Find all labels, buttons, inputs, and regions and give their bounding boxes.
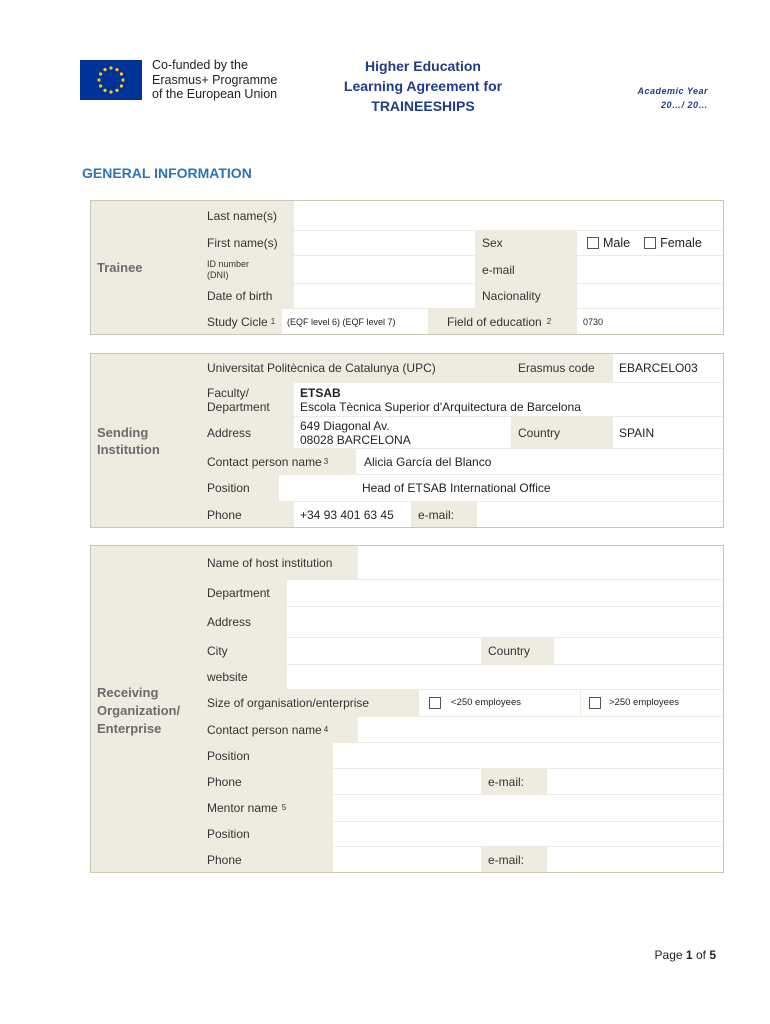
first-name-field[interactable] xyxy=(294,231,475,255)
sending-section-title xyxy=(97,424,160,458)
title-line: TRAINEESHIPS xyxy=(371,98,475,114)
sending-title-line: Sending xyxy=(97,425,149,440)
address-label: Address xyxy=(201,417,293,448)
size-option-small xyxy=(419,690,580,716)
title-line: Higher Education xyxy=(365,58,481,74)
size-large-checkbox[interactable] xyxy=(589,697,601,709)
host-name-field[interactable] xyxy=(358,546,723,579)
sending-title-line: Institution xyxy=(97,442,160,457)
field-of-education-sup: 2 xyxy=(546,316,552,326)
contact-person-label xyxy=(201,449,355,474)
faculty-label-line: Faculty/ xyxy=(207,385,250,400)
mentor-position-label: Position xyxy=(201,822,332,846)
page-total: 5 xyxy=(709,948,716,962)
sending-email-label: e-mail: xyxy=(412,502,476,527)
institution-name: Universitat Politècnica de Catalunya (UPC) xyxy=(201,354,511,382)
female-label: Female xyxy=(660,236,702,250)
sex-options xyxy=(577,231,723,255)
last-name-label: Last name(s) xyxy=(201,201,293,230)
country-value[interactable]: SPAIN xyxy=(613,417,723,448)
mentor-name-field[interactable] xyxy=(333,795,723,821)
sex-label: Sex xyxy=(476,231,576,255)
size-large-label: >250 employees xyxy=(609,697,679,708)
receiving-title-line: Receiving xyxy=(97,685,159,700)
erasmus-code-value[interactable]: EBARCELO03 xyxy=(613,354,723,382)
nationality-label: Nacionality xyxy=(476,284,576,308)
faculty-value[interactable] xyxy=(294,383,723,416)
academic-year xyxy=(600,84,708,112)
phone-value[interactable]: +34 93 401 63 45 xyxy=(294,502,411,527)
mentor-name-text: Mentor name xyxy=(207,801,278,815)
receiving-phone-field[interactable] xyxy=(333,769,481,794)
mentor-email-field[interactable] xyxy=(547,847,723,872)
eu-funding-text xyxy=(152,58,277,102)
dob-label: Date of birth xyxy=(201,284,293,308)
department-label: Department xyxy=(201,580,286,606)
female-checkbox[interactable] xyxy=(644,237,656,249)
male-checkbox[interactable] xyxy=(587,237,599,249)
receiving-contact-sup: 4 xyxy=(323,724,329,734)
mentor-phone-field[interactable] xyxy=(333,847,481,872)
erasmus-code-label: Erasmus code xyxy=(512,354,612,382)
title-line: Learning Agreement for xyxy=(343,78,503,94)
address-line: 08028 BARCELONA xyxy=(300,432,411,447)
study-cycle-text: Study Cicle xyxy=(207,314,268,329)
receiving-address-label: Address xyxy=(201,607,286,637)
academic-year-value: 20…/ 20… xyxy=(660,100,708,110)
faculty-label-line: Department xyxy=(207,399,270,414)
id-number-field[interactable] xyxy=(294,256,475,283)
page-prefix: Page xyxy=(654,948,683,962)
department-field[interactable] xyxy=(287,580,723,606)
nationality-field[interactable] xyxy=(577,284,723,308)
page-of: of xyxy=(695,948,706,962)
first-name-label: First name(s) xyxy=(201,231,293,255)
last-name-field[interactable] xyxy=(294,201,723,230)
mentor-name-label xyxy=(201,795,332,821)
mentor-position-field[interactable] xyxy=(333,822,723,846)
page-number xyxy=(620,948,716,962)
size-option-large xyxy=(581,690,723,716)
receiving-email-field[interactable] xyxy=(547,769,723,794)
size-small-checkbox[interactable] xyxy=(429,697,441,709)
position-value[interactable]: Head of ETSAB International Office xyxy=(279,475,723,501)
receiving-position-field[interactable] xyxy=(333,743,723,768)
receiving-section-title xyxy=(97,684,180,738)
academic-year-label: Academic Year xyxy=(637,86,708,96)
study-cycle-field[interactable]: (EQF level 6) (EQF level 7) xyxy=(282,309,428,334)
mentor-phone-label: Phone xyxy=(201,847,332,872)
mentor-name-sup: 5 xyxy=(281,803,287,812)
id-number-label xyxy=(201,256,293,283)
page-current: 1 xyxy=(685,948,693,962)
field-of-education-text: Field of education xyxy=(447,314,542,329)
eu-text-line: of the European Union xyxy=(152,87,278,101)
receiving-country-field[interactable] xyxy=(554,638,723,664)
receiving-contact-field[interactable] xyxy=(358,717,723,742)
faculty-value-full: Escola Tècnica Superior d'Arquitectura de Barcelona xyxy=(300,399,581,414)
eu-stars-icon xyxy=(80,60,142,100)
website-label: website xyxy=(201,665,286,689)
id-label-line: (DNI) xyxy=(207,269,229,280)
field-of-education-label xyxy=(429,309,576,334)
host-name-label: Name of host institution xyxy=(201,546,357,579)
city-label: City xyxy=(201,638,286,664)
receiving-contact-label xyxy=(201,717,357,742)
sending-email-field[interactable] xyxy=(477,502,723,527)
position-label: Position xyxy=(201,475,278,501)
address-line: 649 Diagonal Av. xyxy=(300,418,390,433)
mentor-email-label: e-mail: xyxy=(482,847,546,872)
contact-person-sup: 3 xyxy=(323,456,329,466)
receiving-address-field[interactable] xyxy=(287,607,723,637)
website-field[interactable] xyxy=(287,665,723,689)
general-info-heading: GENERAL INFORMATION xyxy=(82,165,252,181)
country-label: Country xyxy=(512,417,612,448)
faculty-label xyxy=(201,383,293,416)
eu-text-line: Erasmus+ Programme xyxy=(152,72,278,87)
contact-person-text: Contact person name xyxy=(207,454,322,469)
eu-text-line: Co-funded by the xyxy=(152,58,248,72)
field-of-education-field[interactable]: 0730 xyxy=(577,309,723,334)
receiving-phone-label: Phone xyxy=(201,769,332,794)
address-value[interactable] xyxy=(294,417,511,448)
receiving-title-line: Enterprise xyxy=(97,721,162,736)
contact-person-value[interactable]: Alicia García del Blanco xyxy=(356,449,723,474)
document-title xyxy=(318,56,528,116)
study-cycle-sup: 1 xyxy=(270,316,276,326)
receiving-contact-text: Contact person name xyxy=(207,722,322,737)
trainee-section-title: Trainee xyxy=(97,260,143,275)
faculty-value-name: ETSAB xyxy=(300,385,341,400)
id-label-line: ID number xyxy=(207,258,250,269)
eu-flag-logo xyxy=(80,60,142,100)
dob-field[interactable] xyxy=(294,284,475,308)
receiving-title-line: Organization/ xyxy=(97,703,181,718)
receiving-email-label: e-mail: xyxy=(482,769,546,794)
email-field[interactable] xyxy=(577,256,723,283)
study-cycle-label xyxy=(201,309,281,334)
male-label: Male xyxy=(603,236,631,250)
receiving-position-label: Position xyxy=(201,743,332,768)
email-label: e-mail xyxy=(476,256,576,283)
phone-label: Phone xyxy=(201,502,293,527)
receiving-country-label: Country xyxy=(482,638,553,664)
size-label: Size of organisation/enterprise xyxy=(201,690,418,716)
city-field[interactable] xyxy=(287,638,481,664)
size-small-label: <250 employees xyxy=(451,697,521,708)
